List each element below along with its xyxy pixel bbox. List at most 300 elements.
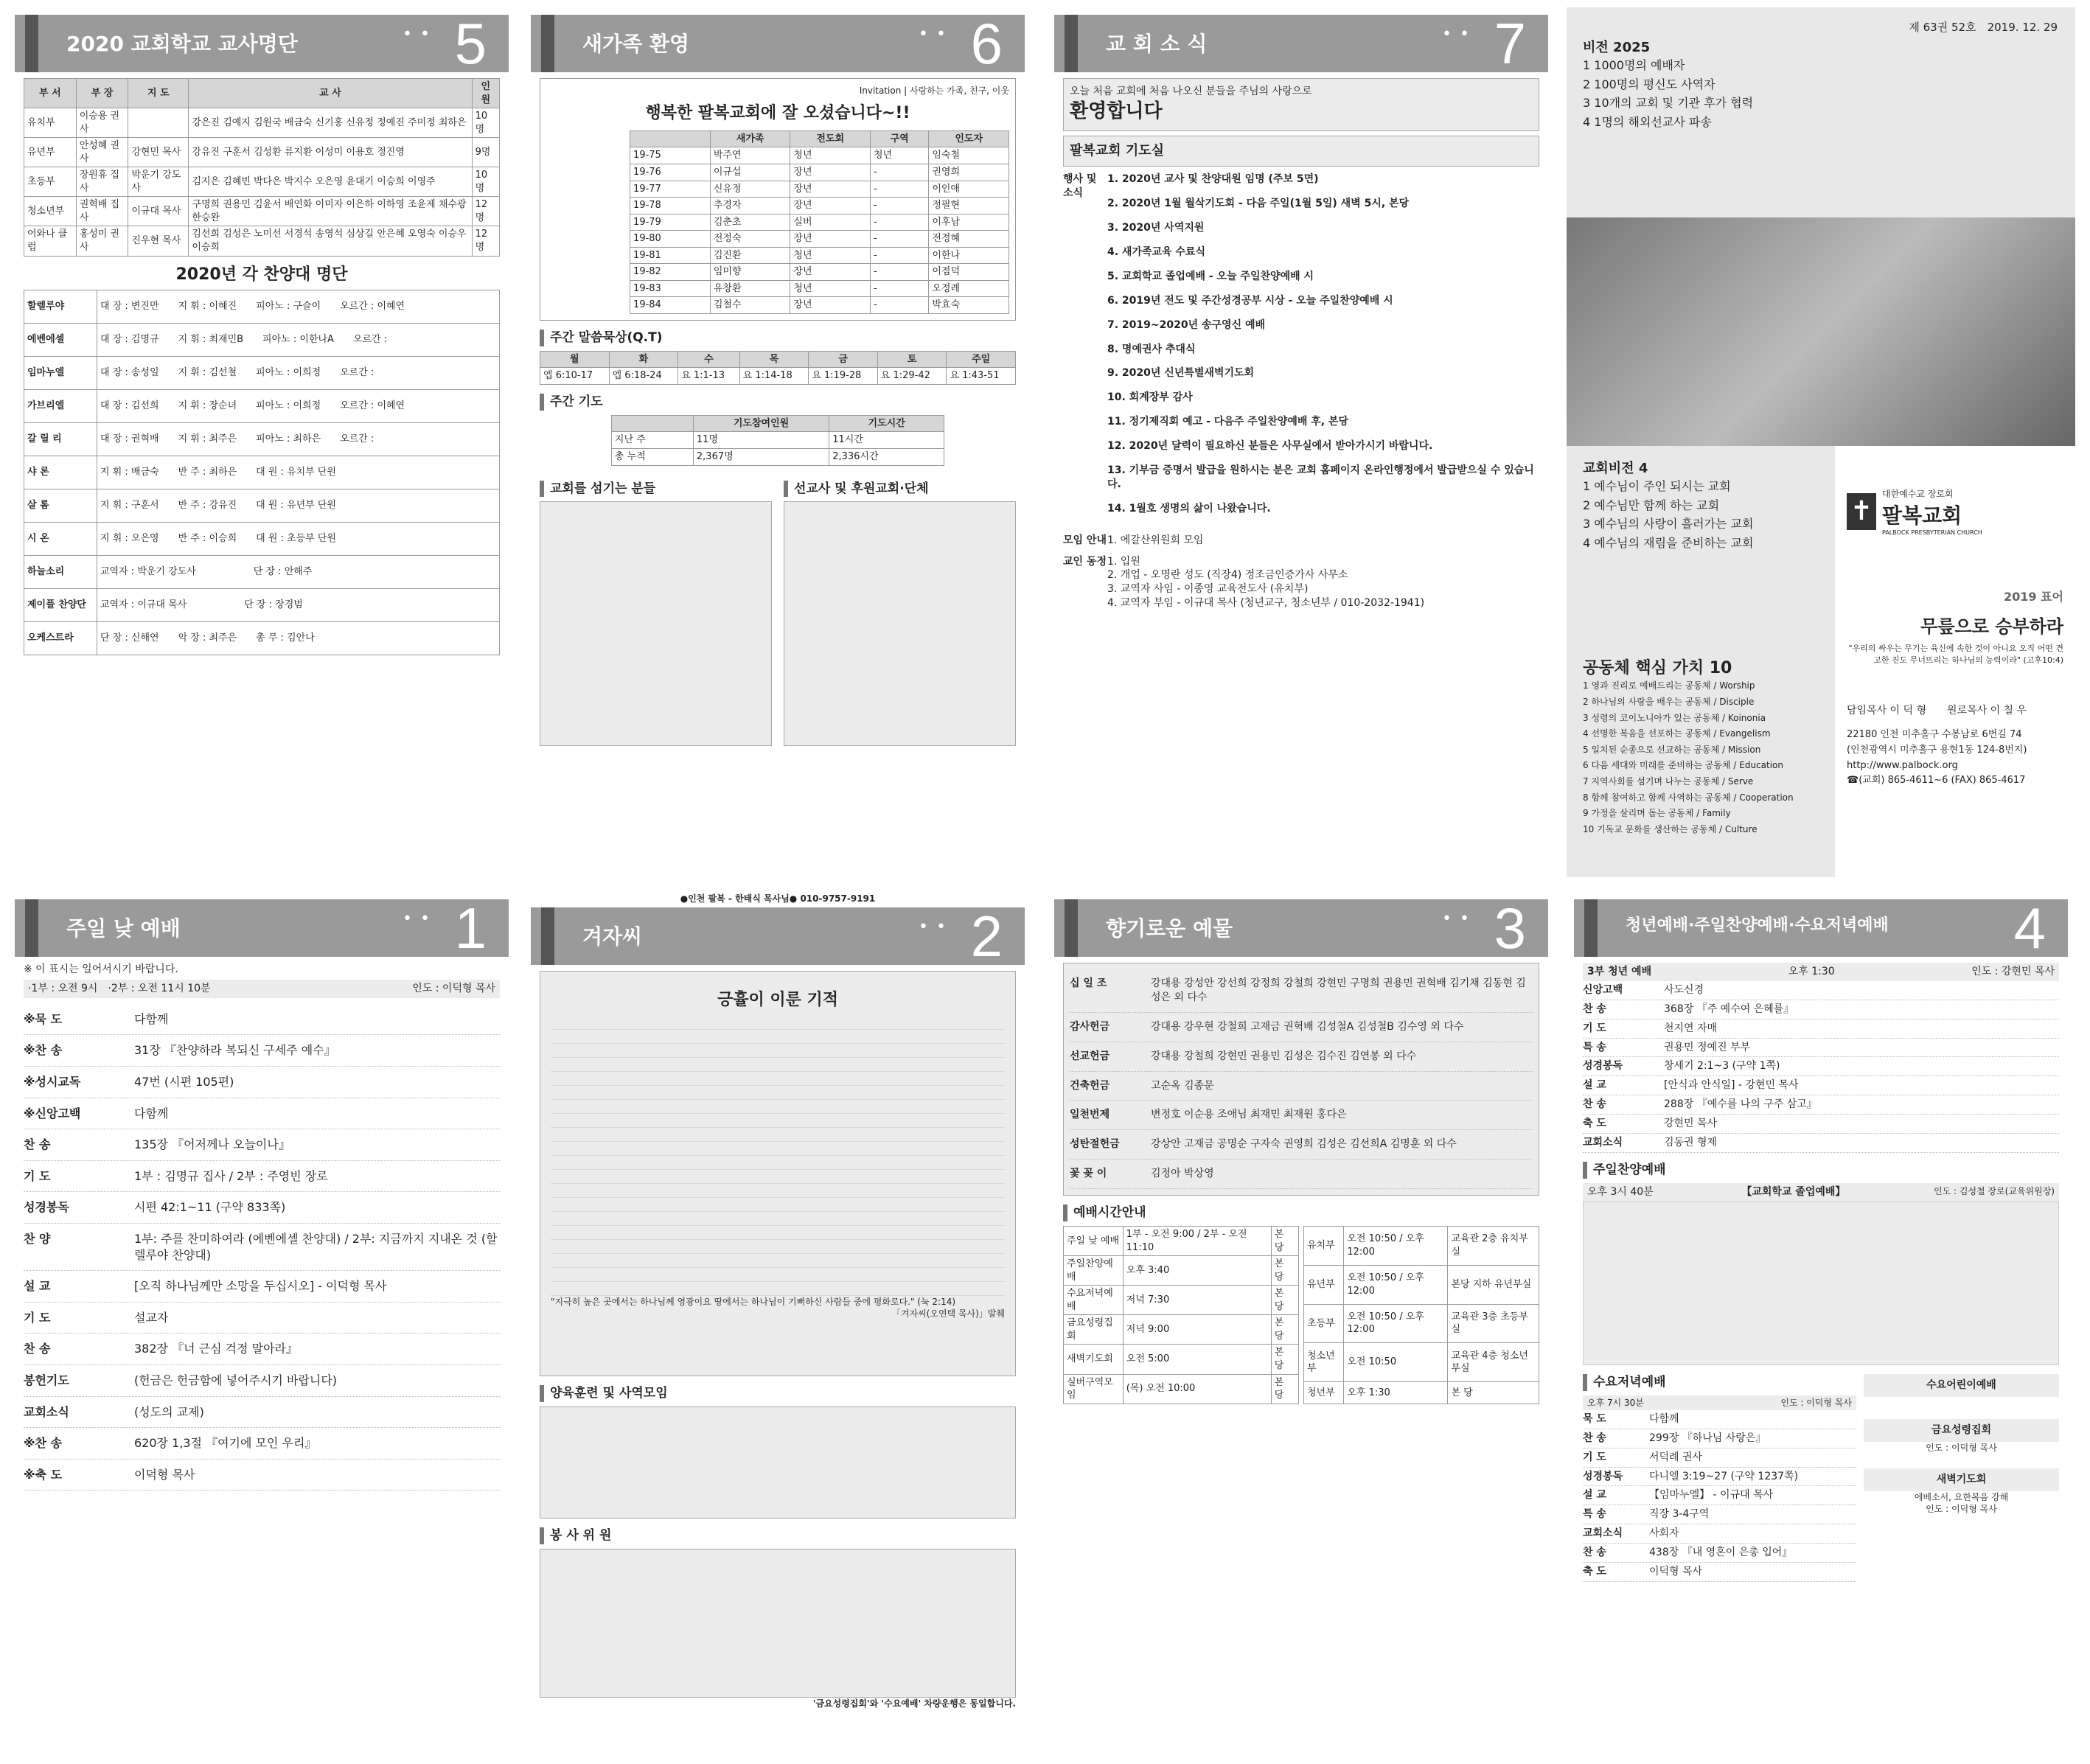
order-row [1070,1042,1533,1072]
order-value: 김정아 박상영 [1151,1168,1214,1180]
table-cell: 19-82 [630,264,711,281]
table-header: 수 [678,351,739,368]
order-row [1070,1160,1533,1189]
table-row [1064,1286,1299,1315]
order-label: 꽃 꽂 이 [1070,1168,1107,1180]
order-label: 축 도 [1583,1565,1606,1578]
table-row [24,556,500,589]
qt-cell: 요 1:1-13 [678,368,739,385]
cross-logo-icon: ✝ [1847,493,1876,530]
table-cell: - [871,280,929,297]
table-cell: 본 당 [1271,1227,1298,1256]
table-cell: 저녁 9:00 [1123,1315,1271,1345]
table-cell: 11명 [693,432,829,449]
order-value: 이덕형 목사 [1649,1565,1703,1578]
core-value-item: 8 함께 참여하고 함께 사역하는 공동체 / Cooperation [1583,792,1794,803]
choir-name: 가브리엘 [24,390,97,423]
table-cell: 임숙철 [929,147,1009,164]
order-value: 권용민 정예진 부부 [1664,1041,1751,1053]
table-cell: 본 당 [1448,1381,1539,1404]
side-label-meet: 모임 안내 [1063,534,1107,546]
table-row [24,423,500,456]
table-row [1304,1381,1539,1404]
order-value: 시편 42:1~11 (구약 833쪽) [134,1200,286,1215]
article-byline: 「겨자씨(오연택 목사)」발췌 [891,1308,1005,1319]
qt-title: 주간 말씀묵상(Q.T) [540,330,1016,346]
order-label: 성경봉독 [24,1200,69,1215]
order-label: 선교헌금 [1070,1050,1110,1062]
table-cell: 10명 [472,108,499,138]
denomination: 대한예수교 장로회 [1882,489,1954,499]
table-cell: 청년 [790,247,871,264]
order-label: ※묵 도 [24,1011,63,1026]
table-cell: 이승용 권사 [76,108,128,138]
praise-title: 주일찬양예배 [1583,1162,2059,1179]
table-header: 기도시간 [829,415,944,432]
church-vision-item: 2 예수님만 함께 하는 교회 [1583,498,1720,512]
table-cell: 김지은 김혜빈 박다은 박지수 오은영 윤대기 이승희 이영주 [189,167,472,197]
choir-name: 에벤에셀 [24,324,97,357]
table-cell: - [871,264,929,281]
order-value: 설교자 [134,1310,169,1325]
order-label: 봉헌기도 [24,1373,69,1387]
support-title: 선교사 및 후원교회·단체 [784,481,1016,498]
motto: 무릎으로 승부하라 [1920,616,2063,637]
table-header [611,415,693,432]
order-row [1583,1115,2059,1134]
page-number: 7 [1494,11,1526,76]
page-number: 4 [2013,896,2046,961]
table-cell: 19-84 [630,297,711,314]
table-cell: 청년부 [1304,1381,1344,1404]
dawn-title: 새벽기도회 [1864,1468,2059,1491]
order-label: 찬 송 [24,1342,51,1356]
table-cell: 본 당 [1271,1315,1298,1345]
service-leader: 인도 : 이덕형 목사 [412,982,495,994]
table-header: 인 원 [472,79,499,108]
table-row [24,108,500,138]
table-header: 금 [809,351,878,368]
choir-leaders: 대 장 : 송성일 지 휘 : 김선철 피아노 : 이희정 오르간 : [97,357,500,390]
side-label-people: 교인 동정 [1063,555,1107,568]
people-list [1107,555,1539,611]
table-row [1304,1227,1539,1266]
order-value: 47번 (시편 105편) [134,1074,234,1089]
table-cell: 이한나 [929,247,1009,264]
order-label: 특 송 [1583,1041,1606,1053]
praise-event: 【교회학교 졸업예배】 [1741,1185,1846,1198]
table-cell: 권혁배 집사 [76,197,128,226]
qt-cell: 엡 6:10-17 [540,368,610,385]
order-value: 다함께 [134,1106,169,1120]
news-item: 2. 2020년 1월 월삭기도회 - 다음 주일(1월 5일) 새벽 5시, 본당 [1107,198,1410,210]
order-row [24,1334,500,1365]
news-item: 4. 새가족교육 수료식 [1107,245,1205,258]
page-title: 2020 교회학교 교사명단 [66,32,298,56]
order-row [24,1161,500,1193]
choir-name: 임마누엘 [24,357,97,390]
table-row [24,523,500,556]
order-row [1583,1468,1856,1487]
order-row [1583,1019,2059,1039]
table-cell: 실버구역모임 [1064,1374,1124,1404]
core-value-item: 1 영과 진리로 예배드리는 공동체 / Worship [1583,680,1755,691]
table-cell: 오전 5:00 [1123,1345,1271,1374]
table-row [611,432,944,449]
table-cell: 임미향 [710,264,790,281]
table-cell: 본 당 [1271,1256,1298,1286]
choir-name: 갈 릴 리 [24,423,97,456]
service-times: ·1부 : 오전 9시 ·2부 : 오전 11시 10분 [28,982,211,994]
vision-item: 1 1000명의 예배자 [1583,58,1685,72]
table-cell: 전정숙 [710,231,790,248]
order-row [24,1428,500,1460]
order-row [1583,1544,1856,1563]
core-value-item: 3 성령의 코이노니아가 있는 공동체 / Koinonia [1583,712,1766,723]
order-label: ※찬 송 [24,1436,63,1451]
page-1 [7,892,516,1754]
news-list [1107,172,1539,526]
table-header: 주일 [947,351,1016,368]
choir-leaders: 단 장 : 신해연 악 장 : 최주은 총 무 : 김안나 [97,622,500,655]
order-value: 창세기 2:1~3 (구약 1쪽) [1664,1060,1780,1073]
table-row [1064,1315,1299,1345]
order-label: 축 도 [1583,1118,1606,1130]
order-label: 성경봉독 [1583,1470,1623,1482]
order-label: 설 교 [24,1279,51,1294]
page-title: 교 회 소 식 [1106,32,1208,56]
table-cell: 9명 [472,138,499,167]
table-row [1064,1256,1299,1286]
table-cell: 청년 [790,280,871,297]
table-cell: 청소년부 [24,197,77,226]
table-cell: 주일 낮 예배 [1064,1227,1124,1256]
table-cell: 주일찬양예배 [1064,1256,1124,1286]
table-cell: 교육관 4층 청소년부실 [1448,1343,1539,1382]
order-label: 설 교 [1583,1489,1606,1502]
order-value: 사도신경 [1664,983,1704,996]
order-label: 교회소식 [24,1404,69,1419]
news-item: 9. 2020년 신년특별새벽기도회 [1107,367,1255,380]
table-cell: 장년 [790,181,871,198]
church-vision-list [1583,477,1819,552]
table-row [630,214,1009,231]
qt-cell: 요 1:14-18 [739,368,809,385]
table-row [630,264,1009,281]
youth-time: 오후 1:30 [1788,966,1835,977]
order-value: 천지연 자매 [1664,1022,1718,1034]
praise-leader: 인도 : 김성철 장로(교육위원장) [1934,1185,2055,1196]
welcome-text: 행복한 팔복교회에 잘 오셨습니다~!! [645,104,910,123]
table-cell: 금요성령집회 [1064,1315,1124,1345]
side-label-events: 행사 및 소식 [1063,173,1097,200]
order-value: (성도의 교제) [134,1404,204,1419]
order-row [1583,1505,1856,1524]
vision-list [1583,56,2059,131]
table-row [1064,1227,1299,1256]
youth-title: 3부 청년 예배 [1587,966,1652,977]
training-title: 양육훈련 및 사역모임 [540,1385,1016,1402]
table-cell: 장년 [790,164,871,181]
table-cell: 김춘초 [710,214,790,231]
phone-line: ☎(교회) 865-4611~6 (FAX) 865-4617 [1847,775,2026,787]
welcome-line: 오늘 처음 교회에 처음 나오신 분들을 주님의 사랑으로 [1070,86,1312,97]
order-value: 다함께 [134,1011,169,1026]
news-item: 7. 2019~2020년 송구영신 예배 [1107,318,1266,331]
table-row [24,456,500,489]
table-cell: - [871,181,929,198]
table-cell: 초등부 [1304,1304,1344,1343]
order-row [24,1397,500,1429]
page-6 [523,7,1032,870]
page-title: 겨자씨 [582,924,643,949]
core-value-item: 7 지역사회를 섬기며 나누는 공동체 / Serve [1583,775,1754,787]
order-value: 382장 『너 근심 걱정 말아라』 [134,1342,298,1356]
table-header: 지 도 [128,79,189,108]
motto-year: 2019 표어 [2003,590,2063,604]
order-row [1583,1134,2059,1153]
qt-cell: 엡 6:18-24 [609,368,678,385]
order-value: 31장 『찬양하라 복되신 구세주 예수』 [134,1043,336,1058]
table-row [1064,1374,1299,1404]
order-row [1583,1039,2059,1058]
table-header: 전도회 [790,130,871,147]
youth-order [1583,981,2059,1153]
choir-name: 오케스트라 [24,622,97,655]
table-cell: 청소년부 [1304,1343,1344,1382]
order-value: 1부 : 김명규 집사 / 2부 : 주영빈 장로 [134,1168,328,1183]
order-value: 620장 1,3절 『여기에 모인 우리』 [134,1436,317,1451]
dawn-text: 에베소서, 요한복음 강해 [1914,1491,2009,1502]
core-title: 공동체 핵심 가치 10 [1583,659,1732,678]
table-cell: 오후 3:40 [1123,1256,1271,1286]
table-header: 인도자 [929,130,1009,147]
table-cell: 신유정 [710,181,790,198]
article-title: 긍휼이 이룬 기적 [717,991,839,1009]
table-cell: 전정혜 [929,231,1009,248]
order-label: 묵 도 [1583,1412,1606,1425]
table-cell: - [871,214,929,231]
page-number: 3 [1494,896,1526,961]
core-value-item: 9 가정을 살리며 돕는 공동체 / Family [1583,808,1731,819]
core-values-list [1583,678,1819,837]
church-vision-title: 교회비전 4 [1583,461,1648,476]
table-cell: 장년 [790,231,871,248]
order-label: 교회소식 [1583,1137,1623,1149]
vision-item: 3 10개의 교회 및 기관 후가 협력 [1583,96,1754,111]
order-label: ※신앙고백 [24,1106,81,1120]
table-cell: 12명 [472,226,499,256]
table-row [24,167,500,197]
table-cell: 장년 [790,297,871,314]
order-value: 서덕례 권사 [1649,1451,1703,1463]
page-title: 새가족 환영 [582,32,689,56]
page-5-header: 2020 교회학교 교사명단 • • 5 [15,15,509,72]
table-cell: 본 당 [1271,1286,1298,1315]
table-row [630,231,1009,248]
church-vision-item: 1 예수님이 주인 되시는 교회 [1583,479,1731,493]
order-row [24,1129,500,1161]
order-row [1583,1486,1856,1505]
dawn-leader: 인도 : 이덕형 목사 [1926,1503,1997,1514]
order-row [1583,1429,1856,1448]
order-value: 438장 『내 영혼이 은총 입어』 [1649,1547,1793,1559]
order-value: 299장 『하나님 사랑은』 [1649,1432,1766,1444]
table-cell: 박효숙 [929,297,1009,314]
vision-item: 2 100명의 평신도 사역자 [1583,77,1715,91]
order-value: 강대용 강성안 강선희 강정희 강철희 강현민 구명희 권용민 권혁배 김기채 김동현 김성은 외 다수 [1151,977,1526,1003]
order-row [1583,1057,2059,1076]
order-row [1070,1101,1533,1130]
table-cell: 강유진 구훈서 김성환 류지환 이성미 이용호 정진영 [189,138,472,167]
table-row [611,448,944,465]
page-title: 청년예배·주일찬양예배·수요저녁예배 [1626,916,1889,935]
choir-leaders: 지 휘 : 오은영 반 주 : 이승희 대 원 : 초등부 단원 [97,523,500,556]
table-cell: 19-81 [630,247,711,264]
issue-number: 제 63권 52호 [1909,21,1976,34]
order-value: 288장 『예수를 나의 구주 삼고』 [1664,1098,1817,1111]
order-value: 다니엘 3:19~27 (구약 1237쪽) [1649,1470,1799,1482]
page-number: 6 [970,11,1003,76]
page-5 [7,7,516,870]
qt-cell: 요 1:43-51 [947,368,1016,385]
teachers-table [24,78,500,257]
core-value-item: 5 일치된 순종으로 선교하는 공동체 / Mission [1583,744,1761,755]
table-cell: 장년 [790,264,871,281]
order-label: 신앙고백 [1583,983,1623,996]
table-header: 새가족 [710,130,790,147]
table-row [24,589,500,622]
order-value: 김동권 형제 [1664,1137,1718,1149]
pastor-line: 담임목사 이 덕 형 원로목사 이 칠 우 [1847,705,2027,717]
choir-leaders: 교역자 : 이규대 목사 단 장 : 장경범 [97,589,500,622]
order-value: 다함께 [1649,1412,1679,1425]
table-cell: 교육관 2층 유치부실 [1448,1227,1539,1266]
page-number: 1 [454,896,487,961]
order-row [1583,1448,1856,1468]
order-value: [안식과 안식일] - 강현민 목사 [1664,1079,1799,1092]
table-cell: 김철수 [710,297,790,314]
order-row [24,1192,500,1224]
order-value: 강대용 강우현 강철희 고재금 권혁배 김성철A 김성철B 김수영 외 다수 [1151,1020,1464,1033]
table-cell: 19-83 [630,280,711,297]
qt-table [540,351,1016,385]
table-cell: 오전 10:50 [1344,1343,1448,1382]
table-header: 부 서 [24,79,77,108]
order-value: 【임마누엘】 - 이규대 목사 [1649,1489,1774,1502]
order-label: 기 도 [1583,1451,1606,1463]
article-quote: "지극히 높은 곳에서는 하나님께 영광이요 땅에서는 하나님이 기뻐하신 사람들 중에 평화로다." (눅 2:14) [551,1296,956,1307]
prayer-title: 주간 기도 [540,394,1016,411]
core-value-item: 10 기독교 문화를 생산하는 공동체 / Culture [1583,823,1758,834]
qt-cell: 요 1:29-42 [877,368,947,385]
table-cell: 19-77 [630,181,711,198]
table-row [1304,1343,1539,1382]
page-6-header: 새가족 환영 • • 6 [531,15,1025,72]
table-cell: 19-78 [630,198,711,215]
table-cell: 강현민 목사 [128,138,189,167]
core-value-item: 2 하나님의 사랑을 배우는 공동체 / Disciple [1583,696,1755,707]
page-title: 주일 낮 예배 [66,916,181,941]
prayer-room-band: 팔복교회 기도실 [1063,136,1539,167]
table-cell: 총 누적 [611,448,693,465]
table-cell: 청년 [871,147,929,164]
order-label: 특 송 [1583,1508,1606,1521]
table-row [630,297,1009,314]
table-cell: 어와나 클럽 [24,226,77,256]
serve-title: 봉 사 위 원 [540,1527,1016,1544]
order-row [1070,1130,1533,1160]
order-value: 변정호 이순용 조애님 최재민 최재원 홍다은 [1151,1109,1347,1121]
news-item: 3. 2020년 사역지원 [1107,222,1205,234]
table-cell: 19-80 [630,231,711,248]
page-4 [1567,892,2075,1754]
table-cell: 실버 [790,214,871,231]
order-value: 1부: 주를 찬미하여라 (에벤에셀 찬양대) / 2부: 지금까지 지내온 것 (할렐루야 찬양대) [134,1231,498,1262]
core-value-item: 6 다음 세대와 미래를 준비하는 공동체 / Education [1583,760,1784,771]
order-value: 강상안 고재금 공명순 구자숙 권영희 김성은 김선희A 김명훈 외 다수 [1151,1138,1457,1151]
core-value-item: 4 선명한 복음을 선포하는 공동체 / Evangelism [1583,728,1771,739]
table-row [24,489,500,523]
news-item: 5. 교회학교 졸업예배 - 오늘 주일찬양예배 시 [1107,270,1314,282]
order-row [24,1271,500,1303]
table-cell: 장원휴 집사 [76,167,128,197]
order-row [1583,1563,1856,1582]
meet-text: 1. 에갈산위원회 모임 [1107,534,1204,546]
website-link[interactable]: http://www.palbock.org [1847,759,1958,771]
table-row [630,247,1009,264]
choir-title: 2020년 각 찬양대 명단 [175,265,348,284]
table-cell: 김진환 [710,247,790,264]
motto-verse: "우리의 싸우는 무기는 육신에 속한 것이 아니요 오직 어떤 견고한 진도 무너뜨리는 하나님의 능력이라" (고후10:4) [1848,644,2063,665]
table-row [24,622,500,655]
table-row [24,290,500,324]
people-item: 2. 개업 - 오명란 성도 (직장4) 정조금인증가사 사무소 [1107,569,1348,582]
order-row [1583,1000,2059,1019]
table-cell: 권영희 [929,164,1009,181]
table-header: 기도참여인원 [693,415,829,432]
table-cell: 유년부 [1304,1265,1344,1304]
order-row [1583,1524,1856,1544]
order-row [24,1004,500,1036]
order-label: 기 도 [24,1310,51,1325]
church-name-en: PALBOCK PRESBYTERIAN CHURCH [1882,529,1982,536]
table-cell: 유창환 [710,280,790,297]
table-cell: 오전 10:50 / 오후 12:00 [1344,1227,1448,1266]
table-row [630,280,1009,297]
offering-list [1063,963,1539,1196]
order-value: 강현민 목사 [1664,1118,1718,1130]
news-item: 12. 2020년 달력이 필요하신 분들은 사무실에서 받아가시기 바랍니다. [1107,440,1433,453]
people-item: 4. 교역자 부임 - 이규대 목사 (청년교구, 청소년부 / 010-2032-1941) [1107,597,1425,610]
order-value: 368장 『주 예수여 은혜를』 [1664,1003,1794,1015]
choir-name: 시 온 [24,523,97,556]
order-row [24,1067,500,1098]
page-7-header: 교 회 소 식 • • 7 [1054,15,1548,72]
order-label: 성탄절헌금 [1070,1138,1120,1151]
order-label: 찬 송 [24,1137,51,1152]
welcome-big: 환영합니다 [1070,100,1163,122]
table-row [24,197,500,226]
worship-order [24,1004,500,1491]
table-cell: 이규섭 [710,164,790,181]
order-value: 직장 3-4구역 [1649,1508,1710,1521]
table-cell: 안성혜 권사 [76,138,128,167]
order-label: 감사헌금 [1070,1020,1110,1033]
table-cell: 이점덕 [929,264,1009,281]
table-cell: 오정례 [929,280,1009,297]
order-label: 찬 양 [24,1231,51,1246]
